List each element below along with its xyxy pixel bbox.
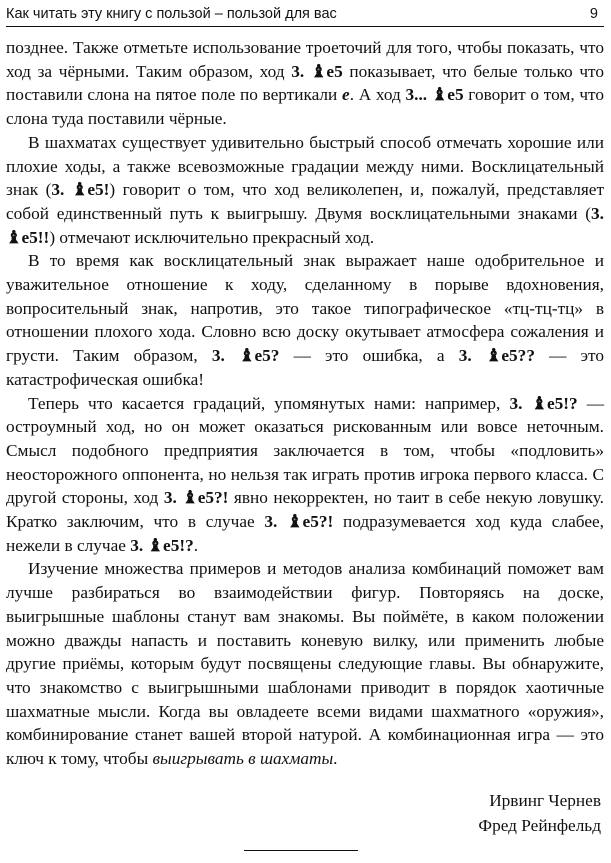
move-notation: 3. ♝e5?!	[163, 488, 229, 508]
paragraph-2	[6, 131, 604, 250]
text-run: .	[193, 535, 199, 555]
running-header	[6, 4, 604, 27]
text-run: В шахматах существует удивительно быстрый способ отмечать хорошие или плохие ходы, а также всевозможные градации между ними. Восклицательный знак (	[6, 132, 604, 200]
move-notation: 3. ♝e5??	[458, 346, 535, 366]
text-run: подразумевается ход куда слабее, нежели в случае	[6, 512, 604, 555]
paragraph-1	[6, 36, 604, 131]
text-run: ) говорит о том, что ход великолепен, и, пожалуй, представляет собой единственный путь к выигрышу. Двумя восклицательными знаками (	[6, 180, 604, 223]
text-run: В то время как восклицательный знак выражает наше одобрительное и уважительное отношение к ходу, сделанному в порыве вдохновения, вопросительный знак, напротив, это такое типографическое «тц-тц-тц» в отношении плохого хода. Словно всю доску окутывает атмосфера сожаления и грусти. Таким образом,	[6, 251, 604, 366]
move-notation: 3. ♝e5!!	[6, 203, 604, 247]
text-run: Теперь что касается градаций, упомянутых нами: например,	[28, 393, 510, 413]
author-name: Фред Рейнфельд	[478, 816, 601, 835]
move-notation: 3. ♝e5!?	[509, 393, 578, 413]
text-run: — это ошибка, а	[279, 346, 459, 366]
author-name: Ирвинг Чернев	[489, 791, 601, 810]
text-run: — остроумный ход, но он может оказаться рискованным или вовсе неточным. Смысл подобного предприятия заключается в том, чтобы «подловить» неосторожного оппонента, но нельзя так играть против игрока первого класса. С другой стороны, ход	[6, 393, 604, 508]
text-run: явно некорректен, но таит в себе некую ловушку. Кратко заключим, что в случае	[6, 488, 604, 532]
paragraph-5	[6, 557, 604, 770]
move-notation: 3. ♝e5	[291, 61, 343, 81]
text-run: Изучение множества примеров и методов анализа комбинаций поможет вам лучше разбираться во взаимодействии фигур. Повторяясь на доске, выигрышные шаблоны станут вам знакомы. Вы поймёте, в каком положении можно дважды напасть и поставить коневую вилку, или применить любые другие приёмы, которым будут посвящены следующие главы. Вы обнаружите, что знакомство с выигрышными шаблонами приводит в порядок хаотичные шахматные мысли. Когда вы овладеете всеми видами шахматного «оружия», комбинирование станет вашей второй натурой. А комбинационная игра — это ключ к тому, чтобы	[6, 559, 604, 769]
text-run: ) отмечают исключительно прекрасный ход.	[49, 227, 375, 247]
text-run: позднее. Также отметьте использование троеточий для того, чтобы показать, что ход за чёрными. Таким образом, ход	[6, 38, 604, 81]
move-notation: 3... ♝e5	[405, 85, 464, 105]
text-run: показывает, что белые только что поставили слона на пятое поле по вертикали	[6, 61, 604, 105]
text-run: говорит о том, что слона туда поставили чёрные.	[6, 85, 605, 129]
signature-block	[478, 788, 601, 838]
running-title: Как читать эту книгу с пользой – пользой для вас	[6, 6, 337, 22]
move-notation: 3. ♝e5!?	[130, 535, 194, 555]
move-notation: 3. ♝e5?	[211, 346, 280, 366]
file-letter: e	[342, 85, 350, 105]
move-notation: 3. ♝e5!	[51, 180, 110, 200]
text-run: . А ход	[349, 85, 406, 105]
page-number: 9	[589, 6, 598, 22]
move-notation: 3. ♝e5?!	[264, 512, 334, 532]
italic-phrase: выигрывать в шахматы	[152, 749, 334, 769]
text-run: .	[333, 749, 338, 769]
bottom-rule	[244, 850, 358, 851]
paragraph-3	[6, 249, 604, 391]
body-text	[6, 36, 604, 771]
paragraph-4	[6, 392, 604, 558]
text-run: — это катастрофическая ошибка!	[6, 346, 604, 389]
